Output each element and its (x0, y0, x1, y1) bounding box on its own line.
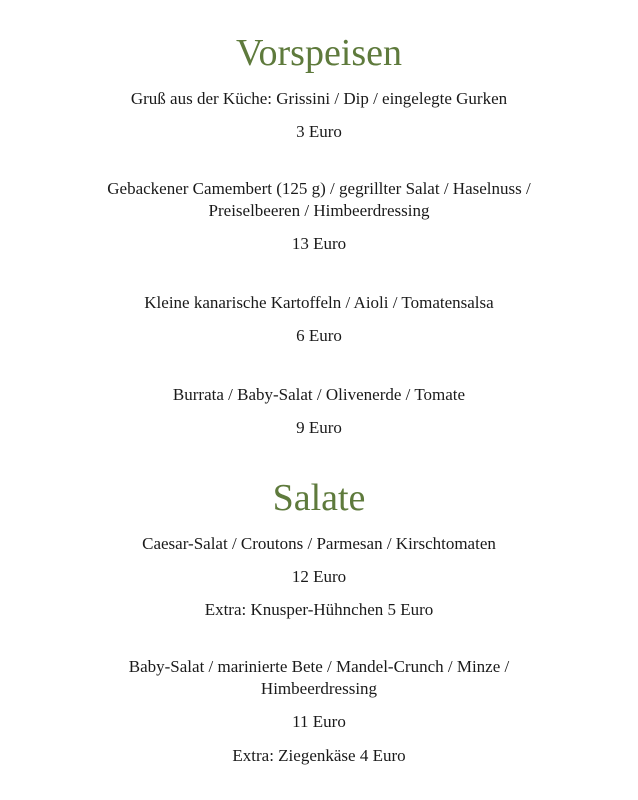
item-description: Gruß aus der Küche: Grissini / Dip / eingelegte Gurken (130, 89, 508, 108)
item-description: Kleine kanarische Kartoffeln / Aioli / Tomatensalsa (144, 293, 494, 312)
item-description: Gebackener Camembert (125 g) / gegrillter Salat / Haselnuss / (107, 179, 531, 198)
section-title-salate: Salate (272, 477, 366, 519)
item-price: 11 Euro (292, 712, 346, 731)
item-extra: Extra: Knusper-Hühnchen 5 Euro (204, 600, 434, 619)
item-extra: Extra: Ziegenkäse 4 Euro (232, 746, 406, 765)
item-price: 6 Euro (296, 326, 342, 345)
item-price: 13 Euro (291, 234, 347, 253)
item-description-continued: Preiselbeeren / Himbeerdressing (208, 201, 430, 220)
item-description: Caesar-Salat / Croutons / Parmesan / Kirschtomaten (142, 534, 496, 553)
item-price: 12 Euro (291, 567, 347, 586)
section-title-vorspeisen: Vorspeisen (235, 32, 403, 74)
item-price: 3 Euro (296, 122, 342, 141)
item-description-continued: Himbeerdressing (260, 679, 378, 698)
item-description: Burrata / Baby-Salat / Olivenerde / Tomate (172, 385, 466, 404)
item-price: 9 Euro (296, 418, 342, 437)
item-description: Baby-Salat / marinierte Bete / Mandel-Crunch / Minze / (128, 657, 510, 676)
